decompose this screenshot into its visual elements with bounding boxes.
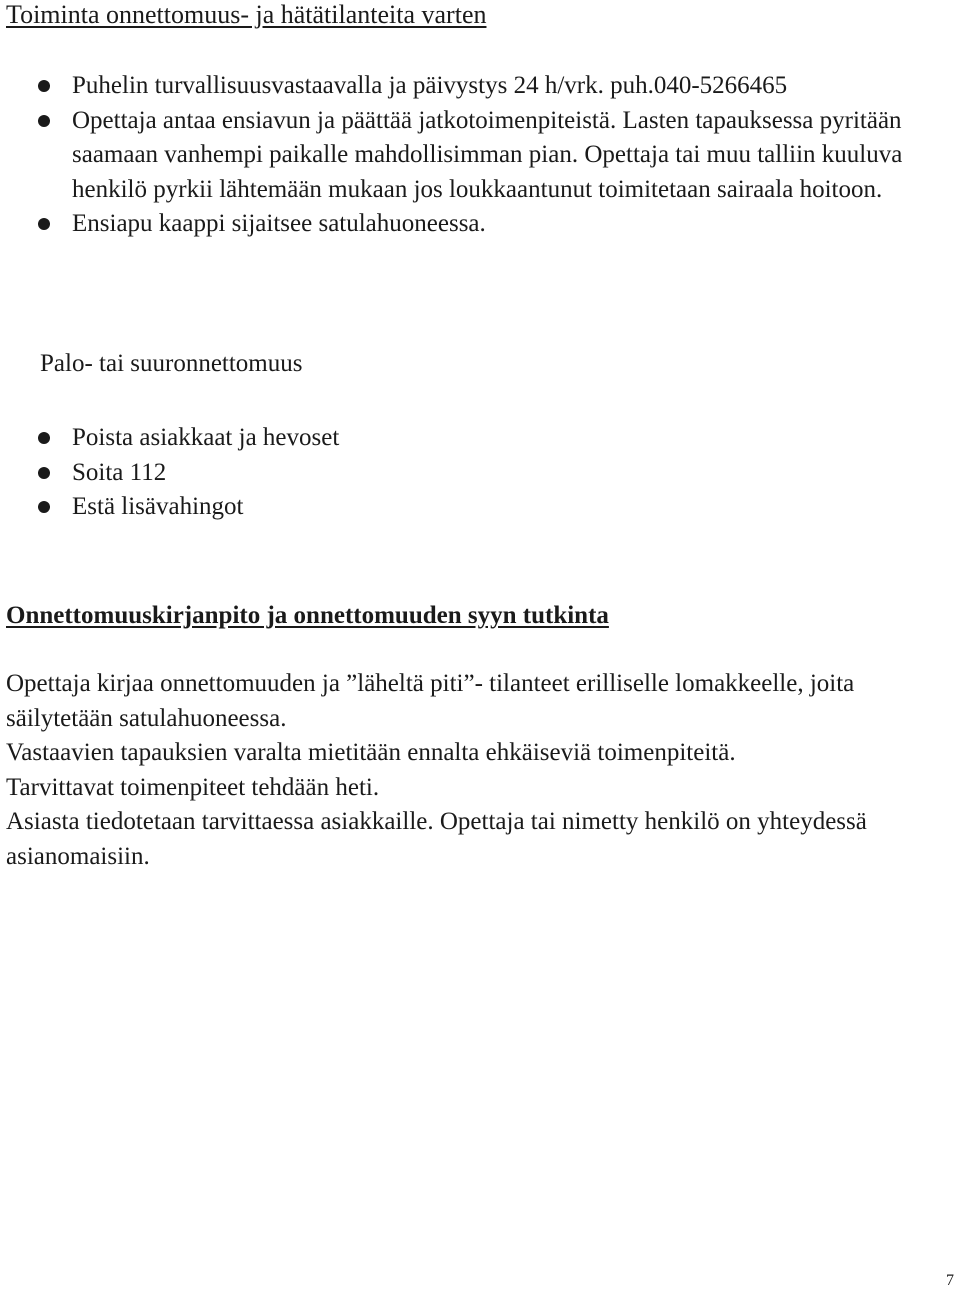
bullet-icon xyxy=(38,432,50,444)
paragraph: Vastaavien tapauksien varalta mietitään ennalta ehkäiseviä toimenpiteitä. xyxy=(6,739,736,766)
bullet-icon xyxy=(38,115,50,127)
bullet-icon xyxy=(38,467,50,479)
bullet-icon xyxy=(38,80,50,92)
paragraph: Tarvittavat toimenpiteet tehdään heti. xyxy=(6,774,380,801)
list-item xyxy=(0,490,960,525)
list-item-text: Ensiapu kaappi sijaitsee satulahuoneessa. xyxy=(72,210,486,237)
list-item-text: Estä lisävahingot xyxy=(72,493,244,520)
list-item xyxy=(0,421,960,456)
emergency-bullet-list xyxy=(0,69,960,242)
list-item xyxy=(0,69,960,104)
fire-bullet-list xyxy=(0,421,960,525)
bullet-icon xyxy=(38,501,50,513)
list-item xyxy=(0,207,960,242)
list-item xyxy=(0,456,960,491)
page-number: 7 xyxy=(946,1272,954,1289)
list-item-text: Poista asiakkaat ja hevoset xyxy=(72,424,340,451)
section-heading-fire: Palo- tai suuronnettomuus xyxy=(40,350,303,377)
list-item xyxy=(0,104,960,208)
section-heading-records: Onnettomuuskirjanpito ja onnettomuuden syyn tutkinta xyxy=(6,602,609,629)
list-item-text: Soita 112 xyxy=(72,458,167,486)
list-item-text: Puhelin turvallisuusvastaavalla ja päivystys 24 h/vrk. puh.040-5266465 xyxy=(72,72,788,99)
paragraph: Opettaja kirjaa onnettomuuden ja ”läheltä piti”- tilanteet erilliselle lomakkeelle, joita säilytetään satulahuoneessa. xyxy=(6,670,855,732)
list-item-text: Opettaja antaa ensiavun ja päättää jatkotoimenpiteistä. Lasten tapauksessa pyritään saamaan vanhempi paikalle mahdollisimman pian. Opettaja tai muu talliin kuuluva henkilö pyrkii lähtemään mukaan jos loukkaantunut toimitetaan sairaala hoitoon. xyxy=(72,106,903,203)
paragraph: Asiasta tiedotetaan tarvittaessa asiakkaille. Opettaja tai nimetty henkilö on yhteydessä asianomaisiin. xyxy=(6,808,867,870)
bullet-icon xyxy=(38,218,50,230)
section-heading-emergency: Toiminta onnettomuus- ja hätätilanteita varten xyxy=(6,0,487,29)
